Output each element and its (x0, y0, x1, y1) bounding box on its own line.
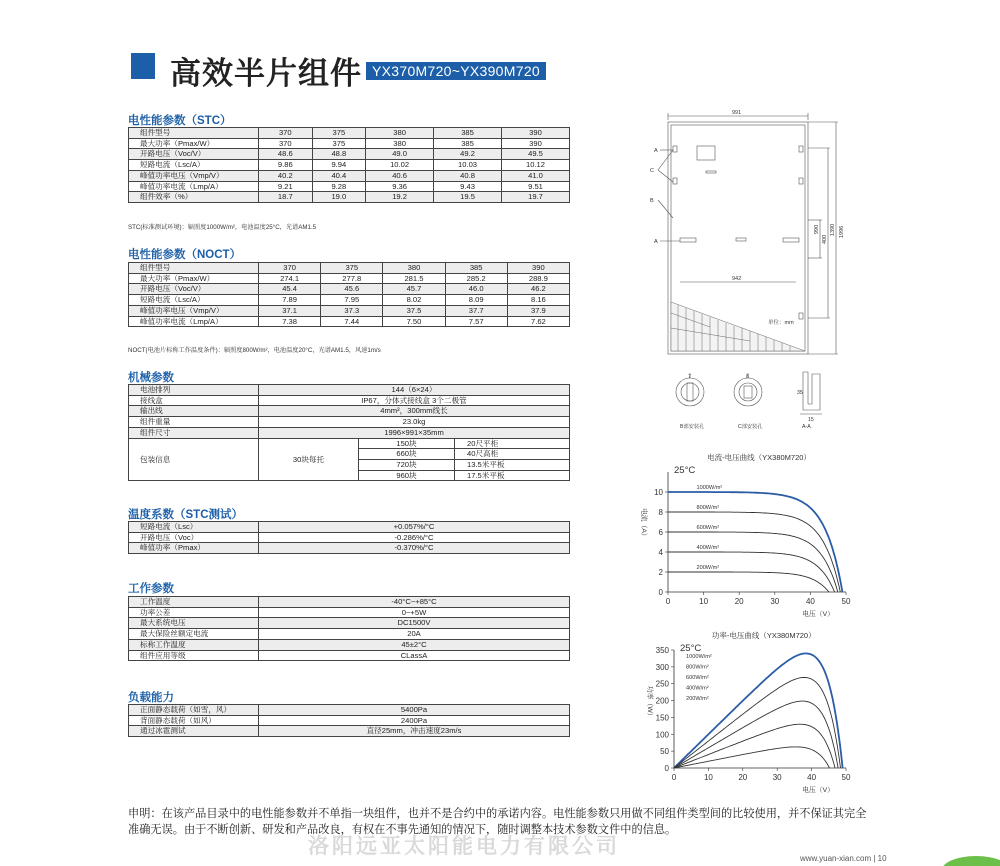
table-row (129, 192, 570, 203)
row-label: 开路电压（Voc/V） (129, 149, 259, 160)
page-number: 10 (877, 854, 887, 863)
detail-aa-label: A-A (802, 424, 811, 430)
y-tick-label: 0 (658, 588, 663, 597)
table-row (129, 263, 570, 274)
cell-value: 19.2 (366, 192, 434, 203)
y-tick-label: 50 (660, 747, 669, 757)
cell-value: 375 (312, 128, 366, 139)
cell-value: 46.2 (507, 284, 569, 295)
cell-value: 10.02 (366, 160, 434, 171)
cell-value: 10.12 (502, 160, 570, 171)
series-label: 1000W/m² (696, 485, 723, 491)
row-label: 通过冰雹测试 (129, 726, 259, 737)
row-label: 峰值功率（Pmax） (129, 543, 259, 554)
cell-value: 1996×991×35mm (259, 427, 570, 438)
cell-value: 48.8 (312, 149, 366, 160)
chart-temperature-label: 25°C (674, 465, 696, 476)
cell-value: 370 (259, 263, 321, 274)
x-axis-label: 电压（V） (802, 611, 834, 618)
row-label: 开路电压（Voc） (129, 532, 259, 543)
dim-inner: 942 (732, 276, 742, 282)
cell-value: 10.03 (434, 160, 502, 171)
y-tick-label: 2 (658, 568, 663, 577)
cell-value: 45.4 (259, 284, 321, 295)
cell-value: 7.95 (321, 295, 383, 306)
row-label: 峰值功率电压（Vmp/V） (129, 170, 259, 181)
cell-value: 390 (507, 263, 569, 274)
row-label: 开路电压（Voc/V） (129, 284, 259, 295)
table-row (129, 138, 570, 149)
cell-value: 40.8 (434, 170, 502, 181)
series-label: 200W/m² (686, 696, 709, 702)
y-tick-label: 350 (655, 646, 669, 655)
cell-value: -0.286%/°C (259, 532, 570, 543)
row-label: 组件重量 (129, 417, 259, 428)
y-tick-label: 100 (655, 730, 669, 740)
cell-value: 7.50 (383, 316, 445, 327)
cell-value: 7.38 (259, 316, 321, 327)
temp-heading: 温度系数（STC测试） (128, 509, 243, 521)
cell-value: 23.0kg (259, 417, 570, 428)
cell-value: 274.1 (259, 273, 321, 284)
chart-title: 功率-电压曲线（YX380M720） (711, 631, 816, 640)
packing-container: 13.5米平板 (455, 459, 570, 470)
dim-length: 1996 (839, 225, 845, 238)
cell-value: 277.8 (321, 273, 383, 284)
row-label: 组件型号 (129, 128, 259, 139)
x-tick-label: 20 (734, 597, 744, 606)
cell-value: -0.370%/°C (259, 543, 570, 554)
detail-b-label: B部安装孔 (680, 424, 705, 430)
x-tick-label: 30 (772, 773, 782, 782)
packing-row (129, 438, 570, 449)
iv-chart (640, 448, 870, 616)
cell-value: 37.3 (321, 305, 383, 316)
table-row (129, 427, 570, 438)
cell-value: DC1500V (259, 618, 570, 629)
table-row (129, 629, 570, 640)
label-b: B (650, 198, 654, 204)
title-marker (131, 53, 155, 79)
label-c: C (650, 168, 654, 174)
table-row (129, 395, 570, 406)
table-row (129, 522, 570, 533)
x-tick-label: 40 (805, 597, 815, 606)
series-line (674, 653, 843, 768)
page-title: 高效半片组件 (170, 56, 362, 92)
cell-value: 385 (434, 128, 502, 139)
cell-value: 8.09 (445, 295, 507, 306)
mech-heading: 机械参数 (128, 372, 174, 384)
label-a-top: A (654, 148, 658, 154)
x-tick-label: 50 (841, 597, 851, 606)
row-label: 背面静态载荷（如风） (129, 715, 259, 726)
dim-8: 8 (746, 374, 749, 380)
row-label: 组件应用等级 (129, 650, 259, 661)
cell-value: 5400Pa (259, 705, 570, 716)
table-row (129, 406, 570, 417)
label-a-bottom: A (654, 239, 658, 245)
table-row (129, 639, 570, 650)
stc-note: STC(标准测试环境)：辐照度1000W/m²，电池温度25°C，光谱AM1.5 (128, 224, 317, 231)
y-tick-label: 6 (658, 528, 663, 537)
packing-qty: 150块 (359, 438, 455, 449)
y-tick-label: 250 (655, 679, 669, 689)
series-line (668, 492, 842, 592)
x-tick-label: 40 (807, 773, 817, 782)
packing-container: 20尺平柜 (455, 438, 570, 449)
cell-value: 9.21 (259, 181, 313, 192)
noct-heading: 电性能参数（NOCT） (128, 249, 242, 261)
row-label: 峰值功率电压（Vmp/V） (129, 305, 259, 316)
table-row (129, 160, 570, 171)
packing-container: 40尺高柜 (455, 449, 570, 460)
row-label: 最大保险丝额定电流 (129, 629, 259, 640)
cell-value: 385 (434, 138, 502, 149)
table-row (129, 543, 570, 554)
x-tick-label: 0 (671, 773, 677, 782)
work-heading: 工作参数 (128, 583, 174, 595)
packing-qty: 720块 (359, 459, 455, 470)
x-tick-label: 10 (703, 773, 713, 782)
detail-c-label: C部安装孔 (738, 424, 763, 430)
cell-value: 9.51 (502, 181, 570, 192)
mech-table (128, 384, 570, 481)
cell-value: 20A (259, 629, 570, 640)
row-label: 工作温度 (129, 597, 259, 608)
stc-table (128, 127, 570, 203)
table-row (129, 607, 570, 618)
table-row (129, 532, 570, 543)
cell-value: 8.02 (383, 295, 445, 306)
y-tick-label: 10 (654, 488, 663, 497)
x-tick-label: 0 (665, 597, 671, 606)
cell-value: 19.0 (312, 192, 366, 203)
packing-label: 包装信息 (129, 438, 259, 481)
y-axis-label: 功率（W） (646, 686, 653, 720)
cell-value: 390 (502, 128, 570, 139)
cell-value: +0.057%/°C (259, 522, 570, 533)
cell-value: -40°C~+85°C (259, 597, 570, 608)
cell-value: 45±2°C (259, 639, 570, 650)
cell-value: 0~+5W (259, 607, 570, 618)
cell-value: 375 (312, 138, 366, 149)
row-label: 峰值功率电流（Lmp/A） (129, 181, 259, 192)
stc-heading: 电性能参数（STC） (128, 115, 232, 127)
table-row (129, 618, 570, 629)
row-label: 电池排列 (129, 385, 259, 396)
cell-value: 19.7 (502, 192, 570, 203)
chart-temperature-label: 25°C (680, 643, 702, 654)
cell-value: 49.2 (434, 149, 502, 160)
x-axis-label: 电压（V） (802, 787, 834, 794)
load-heading: 负载能力 (128, 692, 174, 704)
row-label: 最大功率（Pmax/W） (129, 138, 259, 149)
cell-value: 37.1 (259, 305, 321, 316)
cell-value: 40.2 (259, 170, 313, 181)
packing-container: 17.5米平板 (455, 470, 570, 481)
cell-value: 41.0 (502, 170, 570, 181)
x-tick-label: 20 (738, 773, 748, 782)
cell-value: 直径25mm，冲击速度23m/s (259, 726, 570, 737)
y-tick-label: 4 (658, 548, 663, 557)
cell-value: 380 (366, 128, 434, 139)
cell-value: 40.6 (366, 170, 434, 181)
series-line (668, 572, 829, 592)
row-label: 短路电流（Lsc/A） (129, 160, 259, 171)
row-label: 短路电流（Lsc/A） (129, 295, 259, 306)
cell-value: 281.5 (383, 273, 445, 284)
cell-value: 144（6×24） (259, 385, 570, 396)
series-label: 800W/m² (686, 664, 709, 671)
y-tick-label: 0 (664, 764, 669, 773)
table-row (129, 726, 570, 737)
cell-value: 9.28 (312, 181, 366, 192)
row-label: 组件效率（%） (129, 192, 259, 203)
pv-chart (640, 628, 870, 794)
table-row (129, 273, 570, 284)
table-row (129, 284, 570, 295)
cell-value: 49.5 (502, 149, 570, 160)
series-label: 600W/m² (696, 525, 720, 531)
noct-note: NOCT(电池片标称工作温度条件)：辐照度800W/m²，电池温度20°C，光谱AM1.5，风速1m/s (128, 347, 381, 354)
row-label: 最大功率（Pmax/W） (129, 273, 259, 284)
company-watermark: 洛阳远亚太阳能电力有限公司 (308, 835, 620, 858)
cell-value: 9.43 (434, 181, 502, 192)
cell-value: 370 (259, 138, 313, 149)
table-row (129, 715, 570, 726)
work-table (128, 596, 570, 661)
dim-width: 991 (732, 110, 742, 116)
table-row (129, 128, 570, 139)
cell-value: 18.7 (259, 192, 313, 203)
table-row (129, 705, 570, 716)
row-label: 标称工作温度 (129, 639, 259, 650)
dim-a: 1390 (830, 223, 836, 236)
load-table (128, 704, 570, 737)
table-row (129, 305, 570, 316)
cell-value: 7.44 (321, 316, 383, 327)
packing-per-pallet: 30块每托 (259, 438, 359, 481)
table-row (129, 149, 570, 160)
cell-value: 380 (383, 263, 445, 274)
site-url: www.yuan-xian.com | 10 (800, 854, 887, 863)
table-row (129, 316, 570, 327)
cell-value: 48.6 (259, 149, 313, 160)
table-row (129, 385, 570, 396)
packing-qty: 660块 (359, 449, 455, 460)
table-row (129, 170, 570, 181)
series-label: 1000W/m² (686, 654, 712, 660)
row-label: 输出线 (129, 406, 259, 417)
table-row (129, 295, 570, 306)
row-label: 正面静态载荷（如雪，风） (129, 705, 259, 716)
table-row (129, 597, 570, 608)
cell-value: 7.57 (445, 316, 507, 327)
series-line (674, 724, 835, 768)
cell-value: 390 (502, 138, 570, 149)
cell-value: IP67，分体式接线盒 3个二极管 (259, 395, 570, 406)
row-label: 最大系统电压 (129, 618, 259, 629)
cell-value: 370 (259, 128, 313, 139)
row-label: 组件尺寸 (129, 427, 259, 438)
table-row (129, 181, 570, 192)
row-label: 组件型号 (129, 263, 259, 274)
x-tick-label: 30 (770, 597, 780, 606)
cell-value: 9.86 (259, 160, 313, 171)
cell-value: 4mm²，300mm线长 (259, 406, 570, 417)
chart-title: 电流-电压曲线（YX380M720） (707, 453, 811, 462)
x-tick-label: 50 (841, 773, 851, 782)
disclaimer-text: 申明：在该产品目录中的电性能参数并不单指一块组件，也并不是合约中的承诺内容。电性能参数只用做不同组件类型间的比较使用，并不保证其完全准确无误。由于不断创新、研发和产品改良，有权在不事先通知的情况下，随时调整本技术参数文件中的信息。 (128, 808, 867, 836)
cell-value: 2400Pa (259, 715, 570, 726)
x-tick-label: 10 (699, 597, 709, 606)
unit-label: 单位：mm (768, 320, 794, 326)
row-label: 短路电流（Lsc） (129, 522, 259, 533)
green-decor-icon (936, 850, 1000, 866)
row-label: 功率公差 (129, 607, 259, 618)
cell-value: 7.62 (507, 316, 569, 327)
cell-value: 45.6 (321, 284, 383, 295)
dim-b: 990 (814, 224, 820, 234)
cell-value: 9.94 (312, 160, 366, 171)
y-axis-label: 电流（A） (640, 508, 647, 540)
temp-table (128, 521, 570, 554)
y-tick-label: 150 (655, 713, 669, 723)
packing-qty: 960块 (359, 470, 455, 481)
cell-value: 7.89 (259, 295, 321, 306)
cell-value: 19.5 (434, 192, 502, 203)
cell-value: 46.0 (445, 284, 507, 295)
dim-35: 35 (797, 390, 803, 396)
series-label: 400W/m² (686, 685, 709, 692)
row-label: 峰值功率电流（Lmp/A） (129, 316, 259, 327)
cell-value: 9.36 (366, 181, 434, 192)
cell-value: 49.0 (366, 149, 434, 160)
cell-value: 285.2 (445, 273, 507, 284)
y-tick-label: 200 (655, 696, 669, 706)
cell-value: 8.16 (507, 295, 569, 306)
noct-table (128, 262, 570, 327)
cell-value: CLassA (259, 650, 570, 661)
cell-value: 380 (366, 138, 434, 149)
series-label: 800W/m² (696, 505, 720, 511)
cell-value: 385 (445, 263, 507, 274)
cell-value: 375 (321, 263, 383, 274)
model-range-badge: YX370M720~YX390M720 (366, 62, 546, 80)
y-tick-label: 8 (658, 508, 663, 517)
cell-value: 45.7 (383, 284, 445, 295)
cell-value: 37.7 (445, 305, 507, 316)
dim-c: 400 (822, 234, 828, 244)
table-row (129, 417, 570, 428)
dim-15: 15 (808, 417, 814, 423)
detail-drawings (660, 370, 860, 432)
cell-value: 288.9 (507, 273, 569, 284)
dim-7: 7 (688, 374, 691, 380)
y-tick-label: 300 (655, 662, 669, 672)
cell-value: 37.5 (383, 305, 445, 316)
table-row (129, 650, 570, 661)
series-label: 200W/m² (696, 565, 720, 571)
row-label: 接线盒 (129, 395, 259, 406)
cell-value: 37.9 (507, 305, 569, 316)
cell-value: 40.4 (312, 170, 366, 181)
series-label: 400W/m² (696, 545, 720, 551)
series-label: 600W/m² (686, 675, 709, 681)
